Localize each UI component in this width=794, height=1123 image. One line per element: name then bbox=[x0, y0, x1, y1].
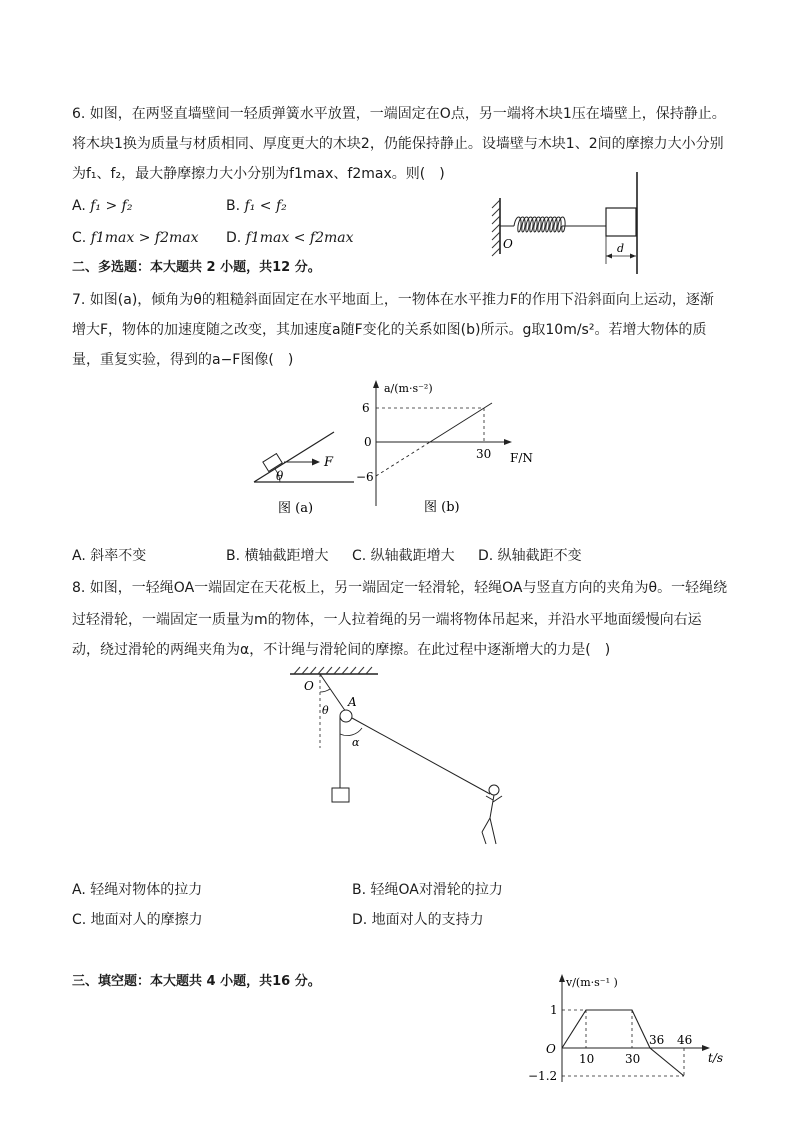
vt-origin-label: O bbox=[546, 1042, 556, 1056]
q8-option-a: A. 轻绳对物体的拉力 bbox=[72, 882, 203, 898]
q7-incline-figure bbox=[250, 420, 360, 520]
q8-pulley-figure bbox=[282, 666, 512, 848]
q8-line-3: 动，绕过滑轮的两绳夹角为α，不计绳与滑轮间的摩擦。在此过程中逐渐增大的力是( ) bbox=[72, 642, 611, 658]
vt-x-axis-label: t/s bbox=[708, 1051, 724, 1065]
q7-line-2: 增大F，物体的加速度随之改变，其加速度a随F变化的关系如图(b)所示。g取10m/s²。若增大物体的质 bbox=[72, 322, 707, 338]
q6-option-c: C. f1max > f2max bbox=[72, 230, 199, 246]
q6-option-b: B. f₁ < f₂ bbox=[226, 198, 287, 214]
q6-option-a: A. f₁ > f₂ bbox=[72, 198, 133, 214]
vt-x-tick-46: 46 bbox=[677, 1033, 693, 1047]
q8-label-a: A bbox=[348, 695, 357, 709]
vt-y-axis-label: v/(m·s⁻¹ ) bbox=[566, 976, 618, 989]
q8-line-1: 8. 如图，一轻绳OA一端固定在天花板上，另一端固定一轻滑轮，轻绳OA与竖直方向的夹角为θ。一轻绳绕 bbox=[72, 580, 728, 596]
q7-y-axis-label: a/(m·s⁻²) bbox=[384, 382, 433, 395]
q7-line-1: 7. 如图(a)，倾角为θ的粗糙斜面固定在水平地面上，一物体在水平推力F的作用下沿斜面向上运动，逐渐 bbox=[72, 292, 714, 308]
q8-alpha-label: α bbox=[352, 736, 360, 749]
q8-theta-label: θ bbox=[322, 704, 329, 717]
q7-x-axis-label: F/N bbox=[510, 451, 533, 465]
q6-spring-figure bbox=[486, 168, 646, 276]
q6-line-1: 6. 如图，在两竖直墙壁间一轻质弹簧水平放置，一端固定在O点，另一端将木块1压在墙壁上，保持静止。 bbox=[72, 106, 726, 122]
vt-y-tick-neg1-2: −1.2 bbox=[528, 1069, 558, 1083]
q7-option-a: A. 斜率不变 bbox=[72, 548, 147, 564]
vt-graph bbox=[520, 966, 734, 1092]
vt-x-tick-10: 10 bbox=[579, 1052, 595, 1066]
q6-line-3: 为f₁、f₂，最大静摩擦力大小分别为f1max、f2max。则( ) bbox=[72, 166, 445, 182]
q7-x-tick-30: 30 bbox=[476, 447, 492, 461]
q6-option-d: D. f1max < f2max bbox=[226, 230, 354, 246]
vt-x-tick-36: 36 bbox=[649, 1033, 665, 1047]
q7-caption-b: 图 (b) bbox=[424, 500, 460, 515]
q7-force-label: F bbox=[324, 455, 334, 470]
q7-option-b: B. 横轴截距增大 bbox=[226, 548, 329, 564]
vt-y-tick-1: 1 bbox=[550, 1003, 558, 1017]
q8-label-o: O bbox=[304, 679, 314, 693]
q7-y-tick-neg6: −6 bbox=[356, 470, 374, 484]
q7-option-c: C. 纵轴截距增大 bbox=[352, 548, 455, 564]
q7-option-d: D. 纵轴截距不变 bbox=[478, 548, 582, 564]
q8-option-d: D. 地面对人的支持力 bbox=[352, 912, 484, 928]
q7-line-3: 量，重复实验，得到的a−F图像( ) bbox=[72, 352, 294, 368]
section-2-heading: 二、多选题：本大题共 2 小题，共12 分。 bbox=[72, 260, 321, 275]
vt-x-tick-30: 30 bbox=[625, 1052, 641, 1066]
q7-y-tick-6: 6 bbox=[362, 401, 370, 415]
q8-line-2: 过轻滑轮，一端固定一质量为m的物体，一人拉着绳的另一端将物体吊起来，并沿水平地面缓慢向右运 bbox=[72, 612, 702, 628]
q6-label-d: d bbox=[617, 242, 625, 255]
q6-label-o: O bbox=[503, 237, 513, 251]
q7-y-tick-0: 0 bbox=[364, 435, 372, 449]
q6-line-2: 将木块1换为质量与材质相同、厚度更大的木块2，仍能保持静止。设墙壁与木块1、2间的摩擦力大小分别 bbox=[72, 136, 724, 152]
q7-theta-label: θ bbox=[276, 469, 284, 483]
q7-caption-a: 图 (a) bbox=[278, 501, 314, 516]
q8-option-b: B. 轻绳OA对滑轮的拉力 bbox=[352, 882, 503, 898]
q7-af-graph bbox=[352, 378, 552, 520]
section-3-heading: 三、填空题：本大题共 4 小题，共16 分。 bbox=[72, 974, 321, 989]
q8-option-c: C. 地面对人的摩擦力 bbox=[72, 912, 203, 928]
